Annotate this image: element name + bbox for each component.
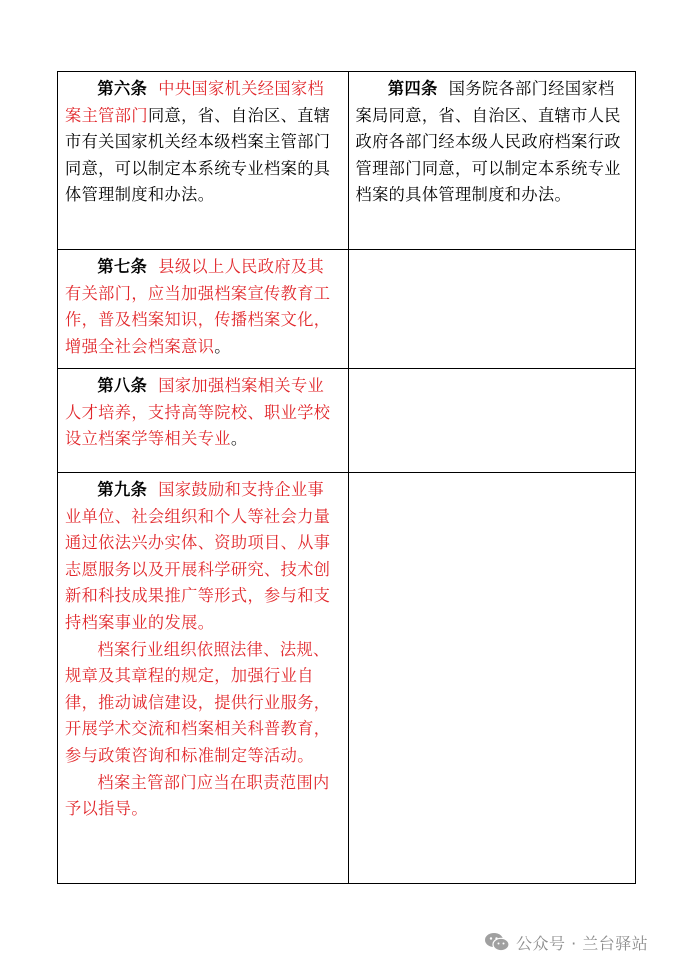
new-law-cell <box>58 473 349 884</box>
watermark-text: 公众号 · 兰台驿站 <box>516 933 649 953</box>
old-law-cell <box>348 72 636 250</box>
article-paragraph: 档案主管部门应当在职责范围内予以指导。 <box>65 772 330 819</box>
new-law-cell <box>58 250 349 369</box>
article-text-new: 国家加强档案相关专业人才培养，支持高等院校、职业学校设立档案学等相关专业 <box>65 376 331 449</box>
article-number: 第九条 <box>97 480 148 499</box>
article-number: 第七条 <box>97 257 148 276</box>
article-number: 第四条 <box>387 79 438 98</box>
new-law-cell <box>58 72 349 250</box>
old-law-cell-empty <box>348 250 636 369</box>
article-text-new: 县级以上人民政府及其有关部门，应当加强档案宣传教育工作，普及档案知识，传播档案文化，增强全社会档案意识 <box>65 257 331 356</box>
article-paragraph: 档案行业组织依照法律、法规、规章及其章程的规定，加强行业自律，推动诚信建设，提供行业服务，开展学术交流和档案相关科普教育，参与政策咨询和标准制定等活动。 <box>65 639 331 765</box>
old-law-cell-empty <box>348 369 636 473</box>
article-text: 同意，省、自治区、直辖市有关国家机关经本级档案主管部门同意，可以制定本系统专业档案的具体管理制度和办法。 <box>65 105 331 205</box>
table-row <box>58 72 636 250</box>
article-text: 国务院各部门经国家档案局同意，省、自治区、直辖市人民政府各部门经本级人民政府档案行政管理部门同意，可以制定本系统专业档案的具体管理制度和办法。 <box>355 79 621 205</box>
wechat-icon <box>484 932 510 952</box>
article-number: 第八条 <box>97 376 148 395</box>
comparison-table <box>57 71 636 884</box>
table-row <box>58 369 636 473</box>
watermark <box>484 930 648 954</box>
article-text-new: 中央国家机关经国家档案主管部门 <box>65 79 325 125</box>
table-row <box>58 250 636 369</box>
article-number: 第六条 <box>97 79 148 98</box>
old-law-cell-empty <box>348 473 636 884</box>
article-text-new: 国家鼓励和支持企业事业单位、社会组织和个人等社会力量通过依法兴办实体、资助项目、从事志愿服务以及开展科学研究、技术创新和科技成果推广等形式，参与和支持档案事业的发展。 <box>65 480 331 632</box>
table-row <box>58 473 636 884</box>
article-text: 。 <box>230 429 248 449</box>
new-law-cell <box>58 369 349 473</box>
article-text: 。 <box>214 336 231 356</box>
